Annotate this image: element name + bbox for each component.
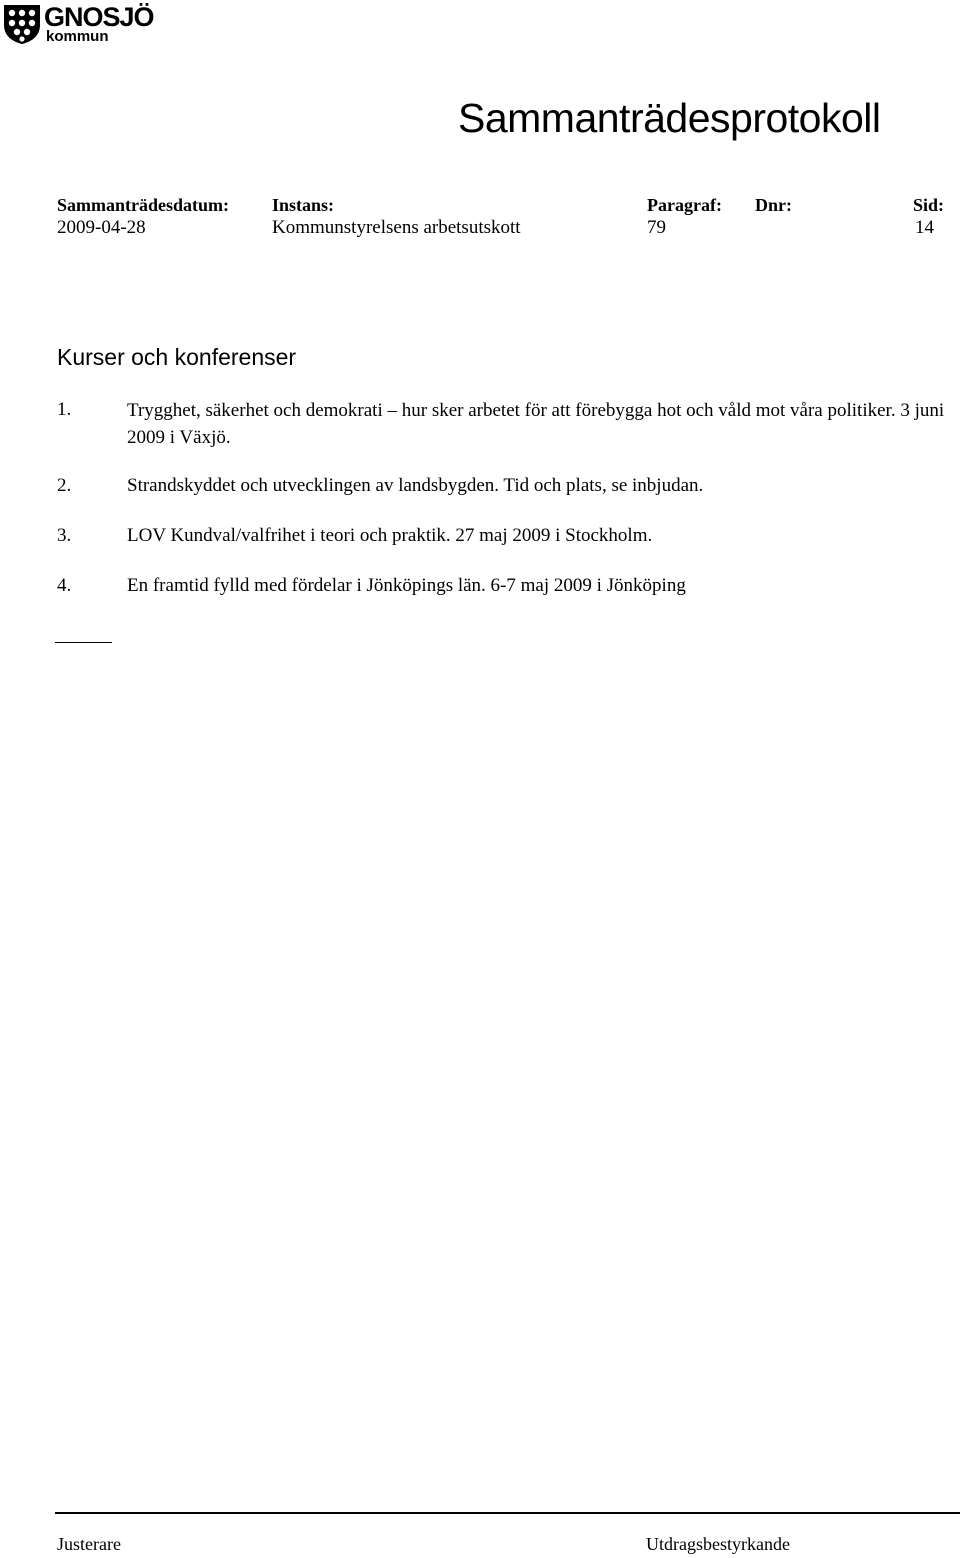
label-instance: Instans: — [272, 195, 335, 215]
label-page: Sid: — [913, 195, 945, 215]
list-item-text: LOV Kundval/valfrihet i teori och praktik. 27 maj 2009 i Stockholm. — [127, 525, 653, 546]
value-page: 14 — [915, 217, 934, 238]
value-date: 2009-04-28 — [57, 217, 146, 238]
label-date: Sammanträdesdatum: — [57, 195, 230, 215]
coat-of-arms-icon — [2, 3, 42, 45]
footer-adjuster-label: Justerare — [57, 1534, 121, 1554]
label-dnr: Dnr: — [755, 195, 792, 215]
footer-certification-label: Utdragsbestyrkande — [646, 1534, 790, 1554]
footer-rule — [55, 1512, 960, 1514]
list-item-number: 2. — [57, 475, 72, 496]
label-paragraph: Paragraf: — [647, 195, 722, 215]
logo-subtitle: kommun — [46, 28, 109, 45]
page-title: Sammanträdesprotokoll — [458, 95, 881, 141]
value-instance: Kommunstyrelsens arbetsutskott — [272, 217, 521, 238]
list-item-number: 3. — [57, 525, 72, 546]
logo-name: GNOSJÖ — [44, 2, 154, 32]
list-item-text: Strandskyddet och utvecklingen av landsbygden. Tid och plats, se inbjudan. — [127, 475, 704, 496]
list-item-text: En framtid fylld med fördelar i Jönköpings län. 6-7 maj 2009 i Jönköping — [127, 575, 686, 596]
section-end-rule — [55, 642, 112, 643]
logo — [0, 0, 175, 50]
list-item-number: 4. — [57, 575, 72, 596]
section-heading: Kurser och konferenser — [57, 344, 297, 370]
value-paragraph: 79 — [647, 217, 666, 238]
list-item-text: Trygghet, säkerhet och demokrati – hur sker arbetet för att förebygga hot och våld mot våra politiker. 3 juni 2009 i Växjö. — [127, 400, 945, 448]
list-item-number: 1. — [57, 399, 72, 420]
